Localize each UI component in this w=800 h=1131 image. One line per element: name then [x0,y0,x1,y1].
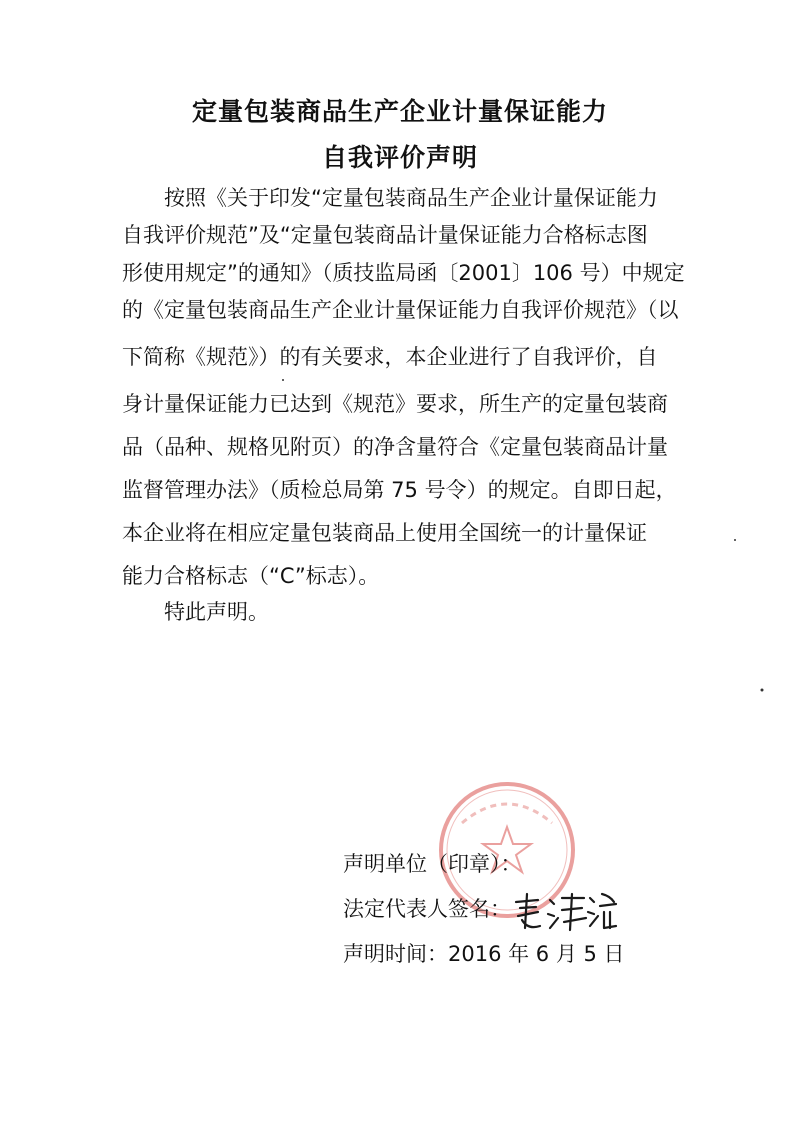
body-line-8: 监督管理办法》（质检总局第 75 号令）的规定。自即日起， [122,478,677,502]
body-line-5: 下简称《规范》）的有关要求，本企业进行了自我评价，自 [122,345,658,369]
document-title-line1: 定量包装商品生产企业计量保证能力 [191,97,608,126]
body-line-1: 按照《关于印发“定量包装商品生产企业计量保证能力 [164,186,658,210]
closing-statement: 特此声明。 [164,600,269,624]
body-line-6: 身计量保证能力已达到《规范》要求，所生产的定量包装商 [122,392,668,416]
declaring-unit-label: 声明单位（印章）： [343,852,522,876]
body-line-7: 品（品种、规格见附页）的净含量符合《定量包装商品计量 [122,435,668,459]
body-line-2: 自我评价规范”及“定量包装商品计量保证能力合格标志图 [122,223,648,247]
body-line-4: 的《定量包装商品生产企业计量保证能力自我评价规范》（以 [122,298,679,322]
body-line-10: 能力合格标志（“C”标志）。 [122,564,380,588]
body-line-9: 本企业将在相应定量包装商品上使用全国统一的计量保证 [122,521,647,545]
document-title-line2: 自我评价声明 [321,143,478,172]
declaration-date: 声明时间：2016 年 6 月 5 日 [343,942,625,966]
body-line-3: 形使用规定”的通知》（质技监局函〔2001〕106 号）中规定 [122,261,685,285]
legal-representative-label: 法定代表人签名： [343,897,511,921]
